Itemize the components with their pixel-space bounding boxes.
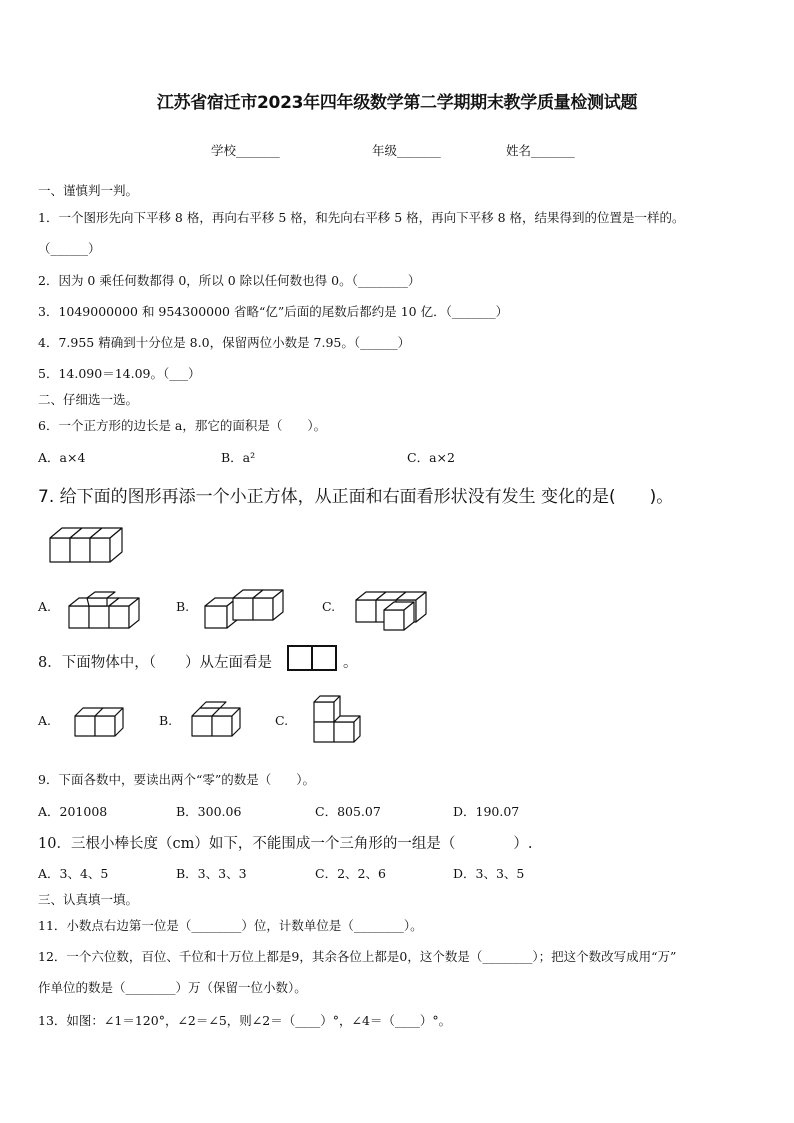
question-4: 4．7.955 精确到十分位是 8.0，保留两位小数是 7.95。（______） [38, 335, 411, 350]
question-7: 7. 给下面的图形再添一个小正方体，从正面和右面看形状没有发生 变化的是( )。 [38, 487, 674, 507]
question-6-option-c: C．a×2 [407, 450, 455, 465]
question-6-option-b: B．a² [221, 450, 256, 465]
question-8-option-a: A. [38, 713, 52, 728]
question-9-option-a: A．201008 [38, 804, 108, 819]
question-8: 8．下面物体中，（ ）从左面看是 [38, 655, 272, 671]
question-7-option-b: B. [176, 599, 190, 614]
question-8-end: 。 [343, 655, 358, 671]
q8-option-b-figure [190, 700, 242, 738]
section-2-heading: 二、仔细选一选。 [38, 392, 139, 407]
question-7-option-c: C. [322, 599, 336, 614]
name-field: 姓名_______ [506, 143, 575, 158]
question-12: 12．一个六位数，百位、千位和十万位上都是9，其余各位上都是0，这个数是（________）；把这个数改写成用“万” [38, 949, 677, 964]
q7-option-c-figure [354, 588, 434, 634]
question-9-option-b: B．300.06 [176, 804, 242, 819]
question-6-option-a: A．a×4 [38, 450, 86, 465]
question-1-blank: （______） [38, 241, 101, 256]
school-field: 学校_______ [211, 143, 280, 158]
question-8-option-b: B. [159, 713, 173, 728]
question-9-option-c: C．805.07 [315, 804, 381, 819]
question-10-option-a: A．3、4、5 [38, 866, 109, 881]
question-1: 1．一个图形先向下平移 8 格，再向右平移 5 格，和先向右平移 5 格，再向下平移 8 格，结果得到的位置是一样的。 [38, 210, 685, 225]
page-title: 江苏省宿迁市2023年四年级数学第二学期期末教学质量检测试题 [156, 93, 638, 113]
question-7-option-a: A. [38, 599, 52, 614]
q8-left-view-figure [287, 645, 337, 671]
question-10-option-c: C．2、2、6 [315, 866, 386, 881]
q8-option-a-figure [73, 706, 125, 738]
question-10: 10．三根小棒长度（cm）如下，不能围成一个三角形的一组是（ ）. [38, 836, 533, 852]
question-10-option-d: D．3、3、5 [453, 866, 525, 881]
question-5: 5．14.090＝14.09。（___） [38, 366, 201, 381]
q7-reference-figure [48, 524, 128, 566]
q7-option-a-figure [67, 592, 149, 632]
section-1-heading: 一、谨慎判一判。 [38, 183, 139, 198]
section-3-heading: 三、认真填一填。 [38, 892, 139, 907]
question-3: 3．1049000000 和 954300000 省略“亿”后面的尾数后都约是 10 亿．（_______） [38, 304, 509, 319]
q8-option-c-figure [312, 694, 362, 744]
question-11: 11．小数点右边第一位是（________）位，计数单位是（________）。 [38, 918, 423, 933]
question-10-option-b: B．3、3、3 [176, 866, 247, 881]
question-12-continued: 作单位的数是（________）万（保留一位小数）。 [38, 980, 307, 995]
question-2: 2．因为 0 乘任何数都得 0，所以 0 除以任何数也得 0。（________） [38, 273, 421, 288]
question-13: 13．如图：∠1＝120°，∠2＝∠5，则∠2＝（____）°，∠4＝（____）°。 [38, 1013, 452, 1028]
grade-field: 年级_______ [372, 143, 441, 158]
question-8-option-c: C. [275, 713, 289, 728]
q7-option-b-figure [203, 586, 291, 632]
question-9-option-d: D．190.07 [453, 804, 520, 819]
question-9: 9．下面各数中，要读出两个“零”的数是（ ）。 [38, 772, 315, 787]
question-6: 6．一个正方形的边长是 a，那它的面积是（ ）。 [38, 418, 327, 433]
